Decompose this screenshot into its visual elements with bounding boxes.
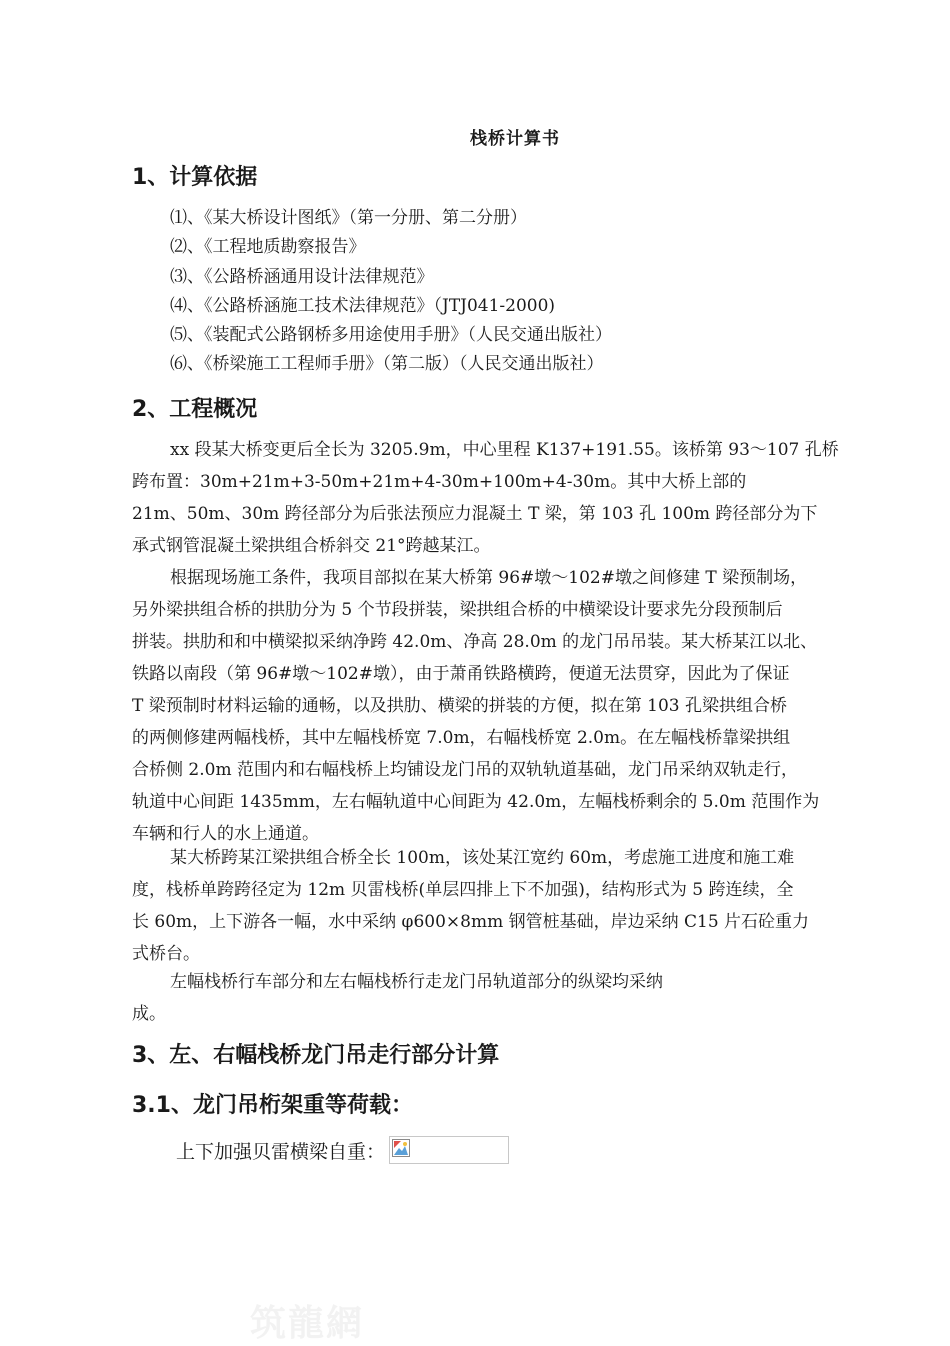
broken-image-icon xyxy=(392,1139,410,1157)
paragraph-line: 合桥侧 2.0m 范围内和右幅栈桥上均铺设龙门吊的双轨轨道基础，龙门吊采纳双轨走行， xyxy=(132,760,798,780)
overview-paragraph-1 xyxy=(132,434,862,562)
reference-item: ⑹、《桥梁施工工程师手册》（第二版）（人民交通出版社） xyxy=(170,354,604,375)
self-weight-row xyxy=(176,1136,509,1164)
paragraph-line: 成。 xyxy=(132,1004,166,1024)
overview-paragraph-4 xyxy=(132,966,862,1030)
paragraph-line: 式桥台。 xyxy=(132,944,200,964)
paragraph-line: 21m、50m、30m 跨径部分为后张法预应力混凝土 T 梁，第 103 孔 100m 跨径部分为下 xyxy=(132,504,818,524)
paragraph-line: 拼装。拱肋和和中横梁拟采纳净跨 42.0m、净高 28.0m 的龙门吊吊装。某大桥某江以北、 xyxy=(132,632,818,652)
formula-image-placeholder xyxy=(389,1136,509,1164)
reference-item: ⑵、《工程地质勘察报告》 xyxy=(170,237,366,258)
paragraph-line: 铁路以南段（第 96#墩～102#墩），由于萧甬铁路横跨，便道无法贯穿，因此为了保证 xyxy=(132,664,790,684)
paragraph-line: 度，栈桥单跨跨径定为 12m 贝雷栈桥(单层四排上下不加强)，结构形式为 5 跨连续，全 xyxy=(132,880,794,900)
reference-item: ⑶、《公路桥涵通用设计法律规范》 xyxy=(170,266,434,287)
paragraph-line: 长 60m，上下游各一幅，水中采纳 φ600×8mm 钢管桩基础，岸边采纳 C15 片石砼重力 xyxy=(132,912,810,932)
section-3-heading: 3、左、右幅栈桥龙门吊走行部分计算 xyxy=(132,1043,500,1068)
document-title: 栈桥计算书 xyxy=(470,129,560,149)
paragraph-line: xx 段某大桥变更后全长为 3205.9m，中心里程 K137+191.55。该桥第 93～107 孔桥 xyxy=(170,440,839,460)
overview-paragraph-3 xyxy=(132,842,862,970)
paragraph-line: 的两侧修建两幅栈桥，其中左幅栈桥宽 7.0m，右幅栈桥宽 2.0m。在左幅栈桥靠梁拱组 xyxy=(132,728,791,748)
reference-list xyxy=(170,204,612,380)
reference-item: ⑴、《某大桥设计图纸》（第一分册、第二分册） xyxy=(170,208,527,228)
paragraph-line: T 梁预制时材料运输的通畅，以及拱肋、横梁的拼装的方便，拟在第 103 孔梁拱组合桥 xyxy=(132,696,787,716)
overview-paragraph-2 xyxy=(132,562,862,850)
paragraph-line: 左幅栈桥行车部分和左右幅栈桥行走龙门吊轨道部分的纵梁均采纳 xyxy=(170,972,663,992)
paragraph-line: 跨布置：30m+21m+3-50m+21m+4-30m+100m+4-30m。其中大桥上部的 xyxy=(132,472,747,492)
reference-item: ⑸、《装配式公路钢桥多用途使用手册》（人民交通出版社） xyxy=(170,325,612,346)
paragraph-line: 另外梁拱组合桥的拱肋分为 5 个节段拼装，梁拱组合桥的中横梁设计要求先分段预制后 xyxy=(132,600,783,620)
paragraph-line: 根据现场施工条件，我项目部拟在某大桥第 96#墩～102#墩之间修建 T 梁预制场， xyxy=(170,568,808,588)
paragraph-line: 某大桥跨某江梁拱组合桥全长 100m，该处某江宽约 60m，考虑施工进度和施工难 xyxy=(170,848,795,868)
self-weight-label: 上下加强贝雷横梁自重： xyxy=(176,1140,386,1163)
reference-item: ⑷、《公路桥涵施工技术法律规范》（JTJ041-2000) xyxy=(170,295,556,316)
paragraph-line: 车辆和行人的水上通道。 xyxy=(132,824,319,844)
paragraph-line: 轨道中心间距 1435mm，左右幅轨道中心间距为 42.0m，左幅栈桥剩余的 5.0m 范围作为 xyxy=(132,792,820,812)
paragraph-line: 承式钢管混凝土梁拱组合桥斜交 21°跨越某江。 xyxy=(132,536,491,556)
section-2-heading: 2、工程概况 xyxy=(132,397,258,422)
section-1-heading: 1、计算依据 xyxy=(132,165,258,190)
watermark-logo: 筑龍網 xyxy=(250,1303,365,1344)
section-3-1-heading: 3.1、龙门吊桁架重等荷载： xyxy=(132,1093,413,1118)
